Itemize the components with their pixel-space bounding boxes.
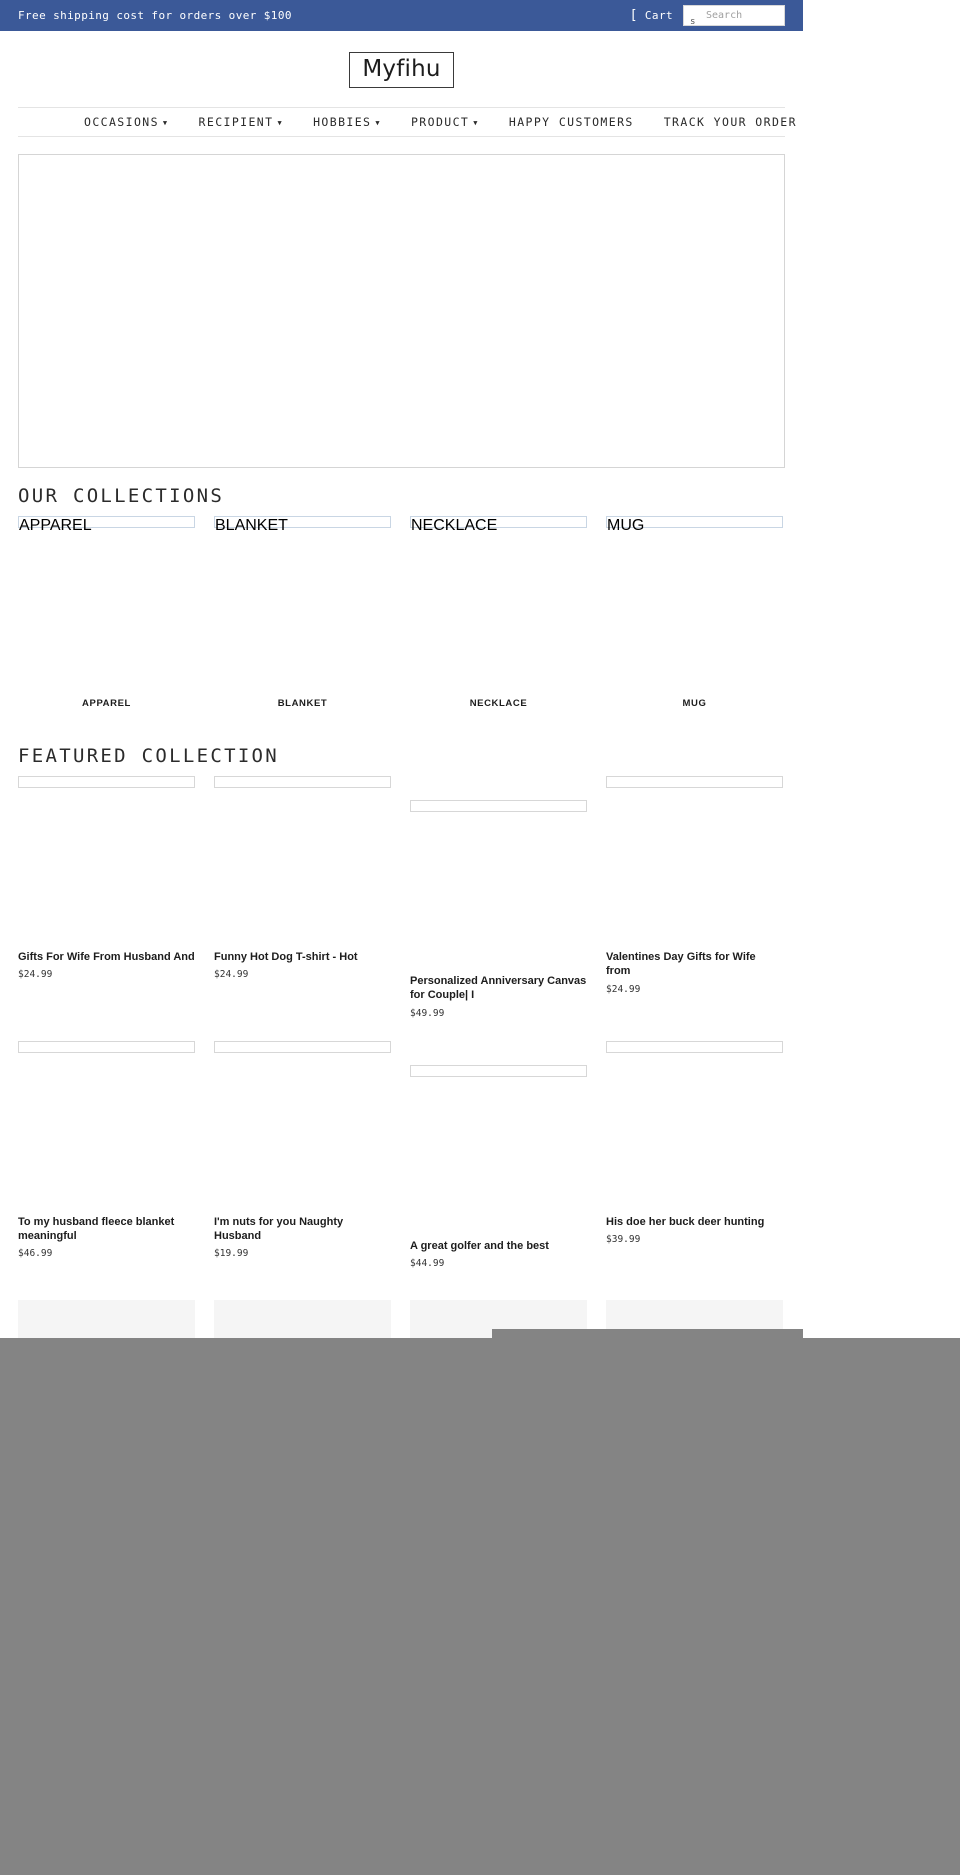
product-card[interactable] (214, 776, 391, 980)
product-card[interactable] (606, 776, 783, 995)
nav-item-recipient[interactable] (199, 115, 284, 129)
nav-item-hobbies[interactable] (313, 115, 381, 129)
product-title[interactable]: A great golfer and the best (410, 1239, 549, 1252)
product-price: $24.99 (18, 969, 53, 981)
chevron-down-icon: ▼ (473, 119, 479, 127)
product-image[interactable] (410, 800, 587, 812)
search-input[interactable] (684, 6, 784, 25)
cart-icon: [ (629, 8, 638, 23)
logo-row (0, 31, 803, 95)
nav-label: OCCASIONS (84, 115, 159, 129)
collection-link[interactable]: APPAREL (18, 516, 195, 528)
product-image[interactable] (214, 1041, 391, 1053)
featured-row-1 (0, 776, 803, 1019)
product-image[interactable] (410, 1065, 587, 1077)
product-card[interactable] (410, 1041, 587, 1269)
product-price: $24.99 (606, 983, 641, 995)
product-title[interactable]: I'm nuts for you Naughty Husband (214, 1215, 344, 1242)
product-image[interactable] (606, 1041, 783, 1053)
chevron-down-icon: ▼ (277, 119, 284, 127)
product-price: $19.99 (214, 1248, 249, 1260)
viewport-overlay-bottom (0, 1338, 960, 1875)
announcement-message: Free shipping cost for orders over $100 (18, 9, 292, 22)
collection-card-apparel[interactable] (18, 516, 195, 709)
collection-card-necklace[interactable] (410, 516, 587, 709)
collection-card-mug[interactable] (606, 516, 783, 709)
nav-item-happy-customers[interactable] (509, 115, 634, 129)
product-card[interactable] (18, 1041, 195, 1260)
nav-label: PRODUCT (410, 115, 470, 129)
main-navigation (18, 107, 797, 137)
product-image[interactable] (606, 776, 783, 788)
product-price: $46.99 (18, 1248, 53, 1260)
product-image[interactable] (214, 776, 391, 788)
chevron-down-icon: ▼ (375, 119, 381, 127)
collection-link[interactable]: NECKLACE (410, 516, 587, 528)
featured-heading: FEATURED COLLECTION (18, 745, 280, 767)
product-image[interactable] (18, 776, 195, 788)
product-price: $39.99 (606, 1233, 641, 1245)
collections-grid (0, 516, 803, 709)
product-title[interactable]: Personalized Anniversary Canvas for Couple| I (410, 975, 587, 1002)
nav-label: HAPPY CUSTOMERS (508, 115, 634, 129)
hero-banner[interactable] (18, 154, 785, 468)
collections-heading: OUR COLLECTIONS (18, 485, 225, 507)
page-right-gutter (803, 0, 960, 1338)
cart-label: Cart (644, 9, 673, 22)
product-title[interactable]: To my husband fleece blanket meaningful (18, 1215, 175, 1242)
collection-link[interactable]: BLANKET (214, 516, 391, 528)
product-title[interactable]: Gifts For Wife From Husband And (18, 951, 195, 963)
product-card[interactable] (18, 776, 195, 980)
product-price: $44.99 (410, 1257, 445, 1269)
product-image[interactable] (18, 1041, 195, 1053)
nav-label: HOBBIES (313, 115, 372, 129)
nav-label: RECIPIENT (198, 115, 274, 129)
nav-item-occasions[interactable] (84, 115, 169, 129)
product-price: $49.99 (410, 1007, 445, 1019)
site-logo[interactable]: Myfihu (349, 52, 453, 88)
collection-link[interactable]: MUG (606, 516, 783, 528)
product-title[interactable]: Valentines Day Gifts for Wife from (606, 951, 756, 978)
collection-caption: NECKLACE (469, 698, 528, 709)
nav-item-track-your-order[interactable] (664, 115, 797, 129)
collection-caption: MUG (682, 698, 707, 709)
announcement-bar (0, 0, 803, 31)
product-card[interactable] (410, 776, 587, 1019)
search-box[interactable] (683, 5, 785, 26)
collection-caption: APPAREL (82, 698, 131, 709)
collection-card-blanket[interactable] (214, 516, 391, 709)
nav-label: TRACK YOUR ORDER (663, 115, 797, 129)
collection-caption: BLANKET (277, 698, 328, 709)
cart-link[interactable] (630, 9, 673, 22)
product-title[interactable]: Funny Hot Dog T-shirt - Hot (214, 951, 358, 963)
product-price: $24.99 (214, 969, 249, 981)
chevron-down-icon: ▼ (162, 119, 169, 127)
search-icon: s (690, 17, 696, 27)
product-card[interactable] (214, 1041, 391, 1260)
featured-row-2 (0, 1041, 803, 1269)
product-card[interactable] (606, 1041, 783, 1245)
nav-item-product[interactable] (411, 115, 479, 129)
product-title[interactable]: His doe her buck deer hunting (606, 1215, 765, 1228)
